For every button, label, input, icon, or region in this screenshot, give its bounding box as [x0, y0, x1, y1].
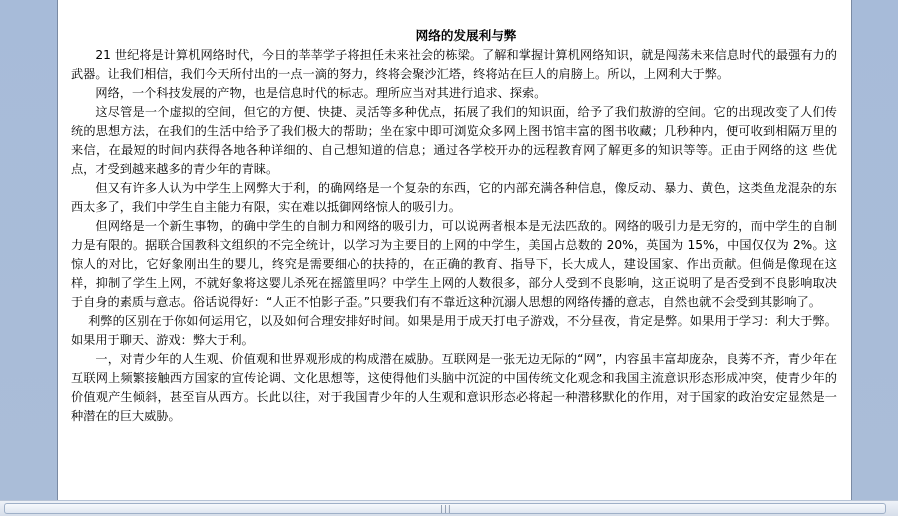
horizontal-scrollbar-thumb[interactable] [4, 503, 886, 514]
paragraph-5: 但网络是一个新生事物，的确中学生的自制力和网络的吸引力，可以说两者根本是无法匹敌的。网络的吸引力是无穷的，而中学生的自制力是有限的。据联合国教科文组织的不完全统计，以学习为主要目的上网的中学生，美国占总数的 20%，英国为 15%，中国仅仅为 2%。这惊人的对比，它好象刚出生的婴儿，终究是需要细心的扶持的，在正确的教育、指导下，长大成人，建设国家、作出贡献。但倘是像现在这样，抑制了学生上网，不就好象将这婴儿杀死在摇篮里吗？中学生上网的人数很多，部分人受到不良影响，这正说明了是否受到不良影响取决于自身的素质与意志。俗话说得好：“人正不怕影子歪。”只要我们有不靠近这种沉溺人思想的网络传播的意志，自然也就不会受到其影响了。 [71, 219, 837, 309]
horizontal-scrollbar[interactable] [0, 500, 898, 516]
page-title: 网络的发展利与弊 [415, 28, 517, 43]
paragraph-7: 一，对青少年的人生观、价值观和世界观形成的构成潜在威胁。互联网是一张无边无际的“网”，内容虽丰富却庞杂，良莠不齐，青少年在互联网上频繁接触西方国家的宣传论调、文化思想等，这使得他们头脑中沉淀的中国传统文化观念和我国主流意识形态形成冲突，使青少年的价值观产生倾斜，甚至盲从西方。长此以往，对于我国青少年的人生观和意识形态必将起一种潜移默化的作用，对于国家的政治安定显然是一种潜在的巨大威胁。 [71, 352, 837, 423]
paragraph-3: 这尽管是一个虚拟的空间，但它的方便、快捷、灵活等多种优点，拓展了我们的知识面，给予了我们敖游的空间。它的出现改变了人们传统的思想方法，在我们的生活中给予了我们极大的帮助；坐在家中即可浏览众多网上图书馆丰富的图书收藏；几秒种内，便可收到相隔万里的来信，在最短的时间内获得各地各种详细的、自己想知道的信息；通过各学校开办的远程教育网了解更多的知识等等。正由于网络的这 些优点，才受到越来越多的青少年的青睐。 [71, 105, 837, 176]
paragraph-1: 21 世纪将是计算机网络时代，今日的莘莘学子将担任未来社会的栋梁。了解和掌握计算机网络知识，就是闯荡未来信息时代的最强有力的武器。让我们相信，我们今天所付出的一点一滴的努力，终将会聚沙汇塔，终将站在巨人的肩膀上。所以，上网利大于弊。 [71, 48, 837, 81]
document-page[interactable] [57, 0, 852, 500]
page-content [71, 26, 837, 426]
grip-icon: ||| [439, 504, 451, 513]
paragraph-6: 利弊的区别在于你如何运用它，以及如何合理安排好时间。如果是用于成天打电子游戏，不分昼夜，肯定是弊。如果用于学习：利大于弊。如果用于聊天、游戏：弊大于利。 [71, 314, 837, 347]
paragraph-2: 网络，一个科技发展的产物，也是信息时代的标志。理所应当对其进行追求、探索。 [95, 86, 547, 100]
paragraph-4: 但又有许多人认为中学生上网弊大于利，的确网络是一个复杂的东西，它的内部充满各种信息，像反动、暴力、黄色，这类鱼龙混杂的东西太多了，我们中学生自主能力有限，实在难以抵御网络惊人的吸引力。 [71, 181, 837, 214]
